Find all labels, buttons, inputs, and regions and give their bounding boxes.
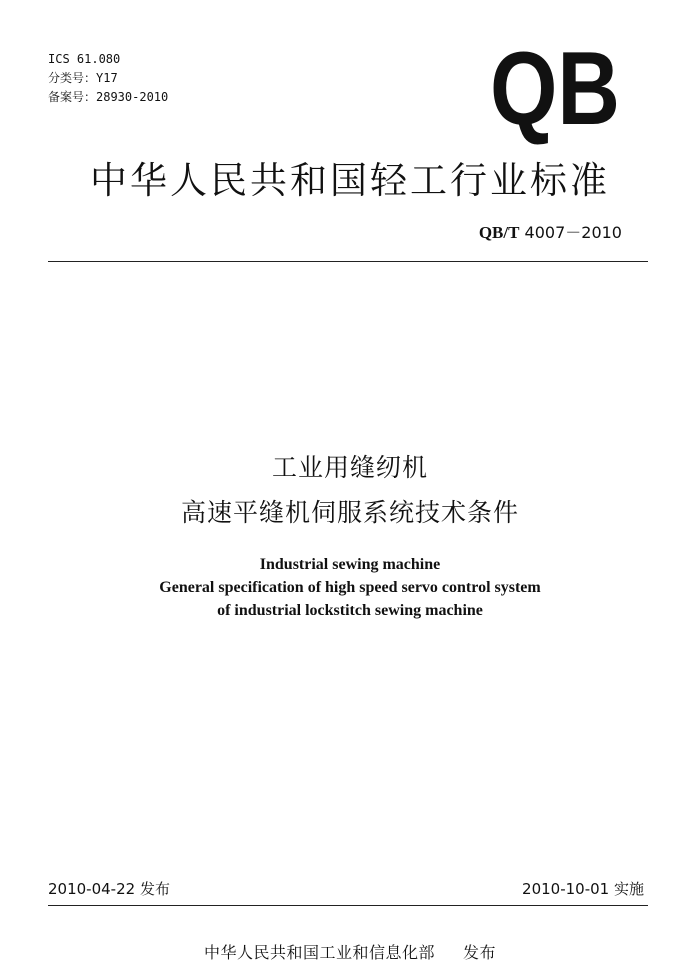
record-number: 备案号：28930-2010 <box>48 90 169 104</box>
issuer-name: 中华人民共和国工业和信息化部 <box>203 943 435 962</box>
header-divider <box>48 261 648 262</box>
standard-category-title: 中华人民共和国轻工行业标准 <box>90 159 610 202</box>
document-metadata <box>48 50 168 107</box>
english-title-line-1: Industrial sewing machine <box>259 556 441 573</box>
qb-logo <box>490 31 622 147</box>
issuer-action: 发布 <box>463 943 497 962</box>
footer-divider <box>48 905 648 906</box>
qb-logo-text: QB <box>490 31 620 147</box>
standard-code <box>479 220 622 243</box>
publish-date: 2010-04-22 发布 <box>48 880 170 898</box>
classification-number: 分类号：Y17 <box>48 71 118 85</box>
standard-code-prefix: QB/T <box>478 223 520 242</box>
chinese-title-line-2: 高速平缝机伺服系统技术条件 <box>180 498 519 527</box>
ics-number: ICS 61.080 <box>48 52 121 66</box>
standard-code-number: 4007－2010 <box>524 223 622 242</box>
english-title-line-3: of industrial lockstitch sewing machine <box>217 602 483 619</box>
issuing-authority <box>0 940 700 963</box>
chinese-title-line-1: 工业用缝纫机 <box>271 453 428 482</box>
english-title-line-2: General specification of high speed servo control system <box>159 579 541 596</box>
effective-date: 2010-10-01 实施 <box>522 880 644 898</box>
